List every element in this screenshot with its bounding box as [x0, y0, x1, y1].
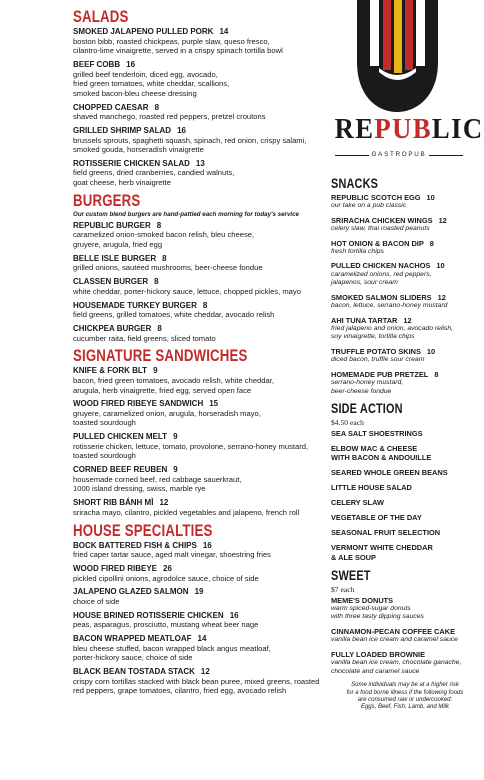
item-name: SMOKED JALAPENO PULLED PORK — [73, 27, 214, 36]
item-description: fresh tortilla chips — [331, 247, 384, 255]
side-item: VEGETABLE OF THE DAY — [331, 513, 422, 523]
side-item: LITTLE HOUSE SALAD — [331, 483, 412, 493]
menu-item-name — [73, 465, 311, 475]
item-price: 13 — [195, 158, 205, 168]
item-price: 15 — [209, 399, 219, 409]
item-price: 19 — [194, 587, 204, 597]
item-price: 26 — [163, 563, 172, 573]
item-name: SRIRACHA CHICKEN WINGS — [331, 215, 433, 225]
menu-item — [73, 564, 311, 583]
disclaimer-line: are consumed raw or undercooked: — [357, 696, 453, 703]
item-description: bacon, lettuce, serrano-honey mustard — [331, 301, 448, 309]
menu-item-name — [73, 498, 311, 508]
menu-item — [73, 301, 311, 320]
disclaimer-line: Some individuals may be at a higher risk — [351, 682, 459, 689]
menu-item — [73, 159, 311, 188]
menu-item — [331, 261, 471, 287]
item-name: CLASSEN BURGER — [73, 277, 149, 287]
item-description: diced bacon, truffle sour cream — [331, 356, 425, 364]
menu-item — [73, 667, 320, 696]
item-price: 10 — [426, 346, 436, 356]
side-item: CELERY SLAW — [331, 498, 384, 508]
item-name: HOMEMADE PUB PRETZEL — [331, 369, 429, 379]
menu-item — [73, 432, 311, 461]
item-name: PULLED CHICKEN NACHOS — [331, 261, 431, 271]
item-description: fried jalapeno and onion, avocado relish, — [331, 324, 454, 332]
item-name: KNIFE & FORK BLT — [73, 366, 148, 376]
item-description: field greens, dried cranberries, candied walnuts, — [73, 168, 235, 178]
item-name: SMOKED SALMON SLIDERS — [331, 292, 432, 302]
item-price: 16 — [126, 59, 136, 69]
item-description: bleu cheese stuffed, bacon wrapped black angus meatloaf, — [73, 643, 271, 653]
item-description: grilled onions, sautéed mushrooms, beer-cheese fondue — [73, 263, 263, 273]
item-name: BOCK BATTERED FISH & CHIPS — [73, 540, 197, 550]
item-price: 9 — [173, 432, 178, 442]
item-price: 14 — [197, 634, 207, 644]
menu-item — [331, 193, 471, 211]
menu-item-name — [73, 634, 311, 644]
item-price: 8 — [162, 253, 167, 263]
section-title-snacks: SNACKS — [331, 175, 379, 191]
menu-item-name — [331, 627, 471, 636]
menu-item — [73, 103, 311, 122]
menu-item-name — [73, 541, 311, 551]
menu-item — [73, 498, 311, 517]
menu-item-name — [73, 254, 311, 264]
menu-item — [331, 650, 471, 676]
item-name: BLACK BEAN TOSTADA STACK — [73, 667, 195, 677]
item-price: 8 — [157, 323, 162, 333]
fork-logo-icon — [321, 0, 474, 118]
item-description: peas, asparagus, prosciutto, mustang wheat beer nage — [73, 620, 259, 630]
menu-item-name — [73, 432, 311, 442]
menu-item — [73, 611, 311, 630]
item-description: jalapenos, sour cream — [331, 279, 398, 287]
item-description: shaved manchego, roasted red peppers, pretzel croutons — [73, 112, 266, 122]
menu-item — [73, 60, 311, 98]
item-price: 9 — [153, 366, 158, 376]
item-name: MEME'S DONUTS — [331, 595, 394, 605]
item-description: chocolate and caramel sauce — [331, 667, 420, 675]
item-price: 8 — [156, 220, 162, 230]
menu-item — [331, 293, 471, 311]
menu-item-name — [73, 126, 311, 136]
menu-item-name — [73, 159, 311, 169]
item-description: serrano-honey mustard, — [331, 378, 404, 386]
menu-item — [73, 465, 311, 494]
section-title-specialties: HOUSE SPECIALTIES — [73, 520, 213, 540]
item-name: JALAPENO GLAZED SALMON — [73, 587, 189, 597]
item-name: BELLE ISLE BURGER — [73, 253, 157, 263]
item-name: CHICKPEA BURGER — [73, 323, 152, 333]
menu-item — [331, 627, 471, 645]
item-description: pickled cipollini onions, agrodolce sauce, choice of side — [73, 573, 259, 583]
menu-item-name — [73, 103, 311, 113]
section-note: Our custom blend burgers are hand-pattied each morning for today's service — [73, 210, 299, 218]
item-name: CHOPPED CAESAR — [73, 102, 149, 112]
section-title-side-action: SIDE ACTION — [331, 400, 403, 417]
menu-item-name — [73, 60, 311, 70]
item-description: gruyere, caramelized onion, arugula, horseradish mayo, — [73, 408, 261, 418]
item-description: toasted sourdough — [73, 451, 136, 461]
menu-item — [331, 216, 471, 234]
right-menu-list — [331, 174, 471, 712]
item-price: 8 — [429, 238, 434, 248]
menu-item — [73, 366, 311, 395]
item-price: 10 — [426, 193, 435, 202]
item-name: HOUSEMADE TURKEY BURGER — [73, 300, 197, 310]
item-description: with three tasty dipping sauces — [331, 613, 424, 621]
menu-item — [73, 324, 311, 343]
menu-item — [73, 254, 311, 273]
item-description: porter-hickory sauce, choice of side — [73, 653, 193, 663]
menu-item — [73, 221, 311, 250]
item-name: REPUBLIC SCOTCH EGG — [331, 193, 421, 202]
menu-item-name — [73, 27, 311, 37]
menu-item-name — [73, 366, 311, 376]
menu-item — [73, 27, 311, 56]
menu-item — [73, 587, 311, 606]
left-column — [73, 7, 320, 700]
section-title-sandwiches: SIGNATURE SANDWICHES — [73, 346, 248, 366]
menu-item-name — [73, 301, 311, 311]
item-price: 16 — [177, 125, 186, 135]
menu-item-name — [331, 239, 471, 248]
item-price: 10 — [436, 261, 445, 271]
side-item: SEA SALT SHOESTRINGS — [331, 429, 423, 439]
section-title-salads: SALADS — [73, 7, 129, 26]
menu-item — [331, 596, 471, 622]
item-description: fried green tomatoes, white cheddar, scallions, — [73, 79, 230, 89]
menu-item-name — [73, 587, 311, 597]
disclaimer-line: for a food borne illness if the following foods — [346, 689, 464, 696]
item-description: gruyere, arugula, fried egg — [73, 240, 163, 250]
item-description: brussels sprouts, spaghetti squash, spinach, red onion, crispy salami, — [73, 135, 307, 145]
item-description: warm spiced-sugar donuts — [331, 604, 411, 612]
item-description: red peppers, grape tomatoes, cilantro, fried egg, avocado relish — [73, 686, 287, 696]
menu-item-name — [331, 596, 471, 605]
menu-item — [73, 399, 311, 428]
brand-name: REPUBLIC — [334, 113, 484, 145]
item-description: soy vinaigrette, tortilla chips — [331, 333, 415, 341]
item-name: REPUBLIC BURGER — [73, 220, 151, 230]
menu-item-name — [331, 193, 471, 202]
side-item: ELBOW MAC & CHEESE WITH BACON & ANDOUILLE — [331, 444, 432, 463]
section-subtitle: $4.50 each — [331, 418, 364, 428]
item-description: caramelized onion-smoked bacon relish, bleu cheese, — [73, 230, 255, 240]
item-price: 12 — [438, 215, 447, 225]
menu-item — [73, 634, 311, 663]
item-price: 12 — [403, 315, 412, 325]
item-description: arugula, herb vinaigrette, fried egg, served open face — [73, 385, 252, 395]
menu-item-name — [73, 667, 311, 677]
section-subtitle: $7 each — [331, 584, 355, 594]
item-name: BEEF COBB — [73, 59, 121, 69]
menu-item-name — [331, 316, 471, 325]
menu-item-name — [331, 347, 471, 356]
item-name: PULLED CHICKEN MELT — [73, 432, 168, 442]
menu-item-name — [331, 293, 471, 302]
menu-item — [331, 239, 471, 257]
item-description: field greens, grilled tomatoes, white cheddar, avocado relish — [73, 310, 275, 320]
disclaimer-line: Eggs, Beef, Fish, Lamb, and Milk — [360, 704, 450, 711]
item-price: 9 — [173, 465, 178, 475]
item-description: celery slaw, thai roasted peanuts — [331, 225, 430, 232]
section-title-burgers: BURGERS — [73, 190, 141, 210]
item-price: 8 — [434, 369, 439, 379]
item-name: AHI TUNA TARTAR — [331, 315, 398, 325]
item-description: caramelized onions, red peppers, — [331, 270, 432, 278]
item-name: CORNED BEEF REUBEN — [73, 465, 168, 475]
item-price: 12 — [200, 667, 210, 677]
item-price: 8 — [202, 300, 208, 310]
item-description: boston bibb, roasted chickpeas, purple slaw, queso fresco, — [73, 36, 270, 46]
item-description: white cheddar, porter-hickory sauce, lettuce, chopped pickles, mayo — [73, 286, 301, 296]
item-price: 12 — [437, 292, 446, 302]
item-description: bacon, fried green tomatoes, avocado relish, white cheddar, — [73, 375, 274, 385]
menu-item-name — [331, 261, 471, 270]
menu-item-name — [73, 611, 311, 621]
item-name: ROTISSERIE CHICKEN SALAD — [73, 158, 190, 168]
item-name: FULLY LOADED BROWNIE — [331, 649, 426, 659]
menu-item-name — [331, 370, 471, 379]
item-name: HOT ONION & BACON DIP — [331, 238, 424, 248]
menu-item-name — [73, 277, 311, 287]
menu-item — [73, 126, 311, 155]
menu-item-name — [73, 564, 311, 574]
menu-item — [73, 277, 311, 296]
side-item: VERMONT WHITE CHEDDAR & ALE SOUP — [331, 543, 433, 562]
item-description: cucumber raita, field greens, sliced tomato — [73, 333, 216, 343]
item-description: choice of side — [73, 596, 120, 606]
item-description: goat cheese, herb vinaigrette — [73, 178, 171, 188]
menu-item — [331, 370, 471, 396]
item-description: housemade corned beef, red cabbage sauerkraut, — [73, 474, 242, 484]
item-price: 16 — [202, 540, 212, 550]
side-item: SEARED WHOLE GREEN BEANS — [331, 468, 448, 478]
item-name: WOOD FIRED RIBEYE SANDWICH — [73, 399, 204, 409]
menu-item-name — [73, 221, 311, 231]
item-name: WOOD FIRED RIBEYE — [73, 563, 158, 573]
item-description: smoked bacon-bleu cheese dressing — [73, 88, 197, 98]
item-description: sriracha mayo, cilantro, pickled vegetables and jalapeno, french roll — [73, 507, 300, 517]
item-description: our take on a pub classic — [331, 202, 407, 210]
item-price: 8 — [154, 277, 159, 287]
item-description: rotisserie chicken, lettuce, tomato, provolone, serrano-honey mustard, — [73, 441, 309, 451]
item-description: crispy corn tortillas stacked with black bean puree, mixed greens, roasted — [73, 676, 320, 686]
item-description: vanilla bean ice cream, chocolate ganache, — [331, 658, 462, 666]
menu-item-name — [331, 216, 471, 225]
item-name: HOUSE BRINED ROTISSERIE CHICKEN — [73, 610, 224, 620]
menu-item-name — [331, 650, 471, 659]
item-price: 14 — [219, 27, 229, 36]
menu-item-name — [73, 399, 311, 409]
item-description: toasted sourdough — [73, 418, 136, 428]
item-price: 16 — [229, 610, 239, 620]
item-description: fried caper tartar sauce, aged malt vinegar, shoestring fries — [73, 550, 271, 560]
item-name: CINNAMON-PECAN COFFEE CAKE — [331, 626, 455, 636]
item-name: BACON WRAPPED MEATLOAF — [73, 634, 192, 644]
tagline: GASTROPUB — [371, 151, 427, 158]
item-name: SHORT RIB BÁNH MÌ — [73, 498, 154, 508]
item-name: GRILLED SHRIMP SALAD — [73, 125, 172, 135]
item-description: grilled beef tenderloin, diced egg, avocado, — [73, 69, 218, 79]
item-description: vanilla bean ice cream and caramel sauce — [331, 636, 458, 644]
item-description: smoked gouda, horseradish vinaigrette — [73, 145, 204, 155]
item-description: cilantro-lime vinaigrette, served in a crispy spinach tortilla bowl — [73, 46, 283, 56]
menu-item — [331, 316, 471, 342]
menu-item — [73, 541, 311, 560]
disclaimer — [331, 682, 471, 712]
item-price: 8 — [154, 102, 160, 112]
item-price: 12 — [159, 498, 169, 508]
item-description: 1000 island dressing, swiss, marble rye — [73, 484, 206, 494]
section-title-sweet: SWEET — [331, 566, 371, 583]
side-item: SEASONAL FRUIT SELECTION — [331, 528, 441, 538]
menu-item-name — [73, 324, 311, 334]
item-name: TRUFFLE POTATO SKINS — [331, 346, 421, 356]
item-description: beer-cheese fondue — [331, 387, 392, 395]
menu-item — [331, 347, 471, 365]
